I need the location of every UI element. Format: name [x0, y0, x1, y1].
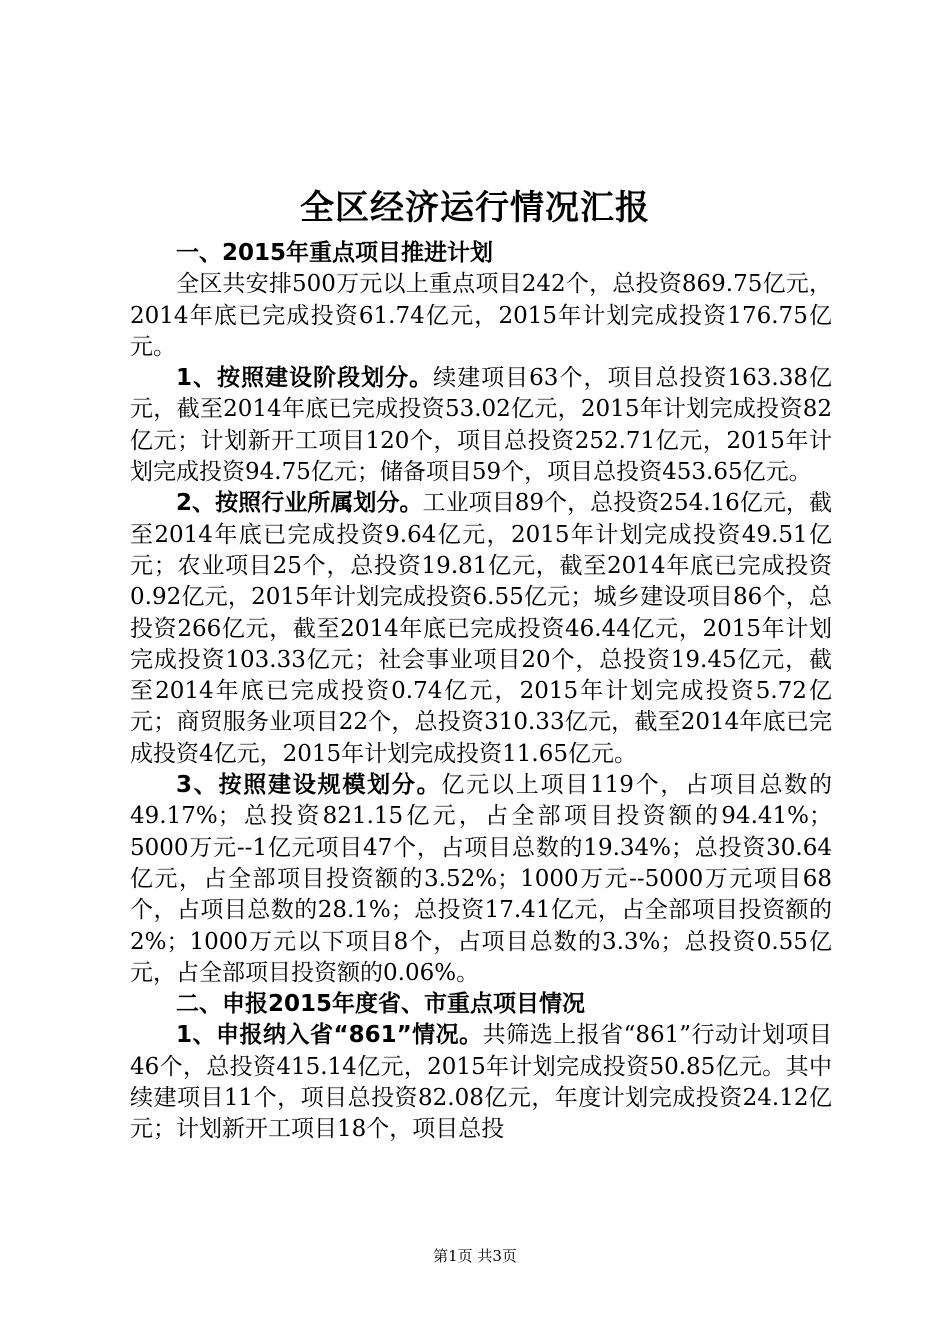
- paragraph-861: [130, 1020, 832, 1145]
- paragraph-by-scale: [130, 770, 832, 989]
- paragraph-text: 共筛选上报省“861”行动计划项目46个，总投资415.14亿元，2015年计划完成投资50.85亿元。其中续建项目11个，项目总投资82.08亿元，年度计划完成投资24.12亿元；计划新开工项目18个，项目总投: [130, 1022, 832, 1143]
- paragraph-summary: [130, 269, 832, 363]
- paragraph-text: 续建项目63个，项目总投资163.38亿元，截至2014年底已完成投资53.02亿元，2015年计划完成投资82亿元；计划新开工项目120个，项目总投资252.71亿元，2015年计划完成投资94.75亿元；储备项目59个，项目总投资453.65亿元。: [130, 365, 832, 486]
- heading-text: 一、2015年重点项目推进计划: [176, 240, 494, 266]
- document-title: 全区经济运行情况汇报: [300, 188, 650, 228]
- paragraph-lead: 1、按照建设阶段划分。: [176, 365, 434, 392]
- document-body: [130, 238, 832, 1146]
- paragraph-by-industry: [130, 488, 832, 770]
- section-heading-2: [130, 989, 832, 1020]
- paragraph-by-stage: [130, 363, 832, 488]
- paragraph-text: 亿元以上项目119个，占项目总数的49.17%；总投资821.15亿元，占全部项目投资额的94.41%；5000万元--1亿元项目47个，占项目总数的19.34%；总投资30.64亿元，占全部项目投资额的3.52%；1000万元--5000万元项目68个，占项目总数的28.1%；总投资17.41亿元，占全部项目投资额的2%；1000万元以下项目8个，占项目总数的3.3%；总投资0.55亿元，占全部项目投资额的0.06%。: [130, 772, 832, 986]
- section-heading-1: [130, 238, 832, 269]
- paragraph-lead: 3、按照建设规模划分。: [176, 772, 442, 799]
- page-footer: 第1页 共3页: [433, 1247, 517, 1265]
- paragraph-text: 工业项目89个，总投资254.16亿元，截至2014年底已完成投资9.64亿元，2015年计划完成投资49.51亿元；农业项目25个，总投资19.81亿元，截至2014年底已完成投资0.92亿元，2015年计划完成投资6.55亿元；城乡建设项目86个，总投资266亿元，截至2014年底已完成投资46.44亿元，2015年计划完成投资103.33亿元；社会事业项目20个，总投资19.45亿元，截至2014年底已完成投资0.74亿元，2015年计划完成投资5.72亿元；商贸服务业项目22个，总投资310.33亿元，截至2014年底已完成投资4亿元，2015年计划完成投资11.65亿元。: [130, 490, 832, 767]
- paragraph-lead: 2、按照行业所属划分。: [176, 490, 423, 517]
- paragraph-text: 全区共安排500万元以上重点项目242个，总投资869.75亿元，2014年底已完成投资61.74亿元，2015年计划完成投资176.75亿元。: [130, 271, 832, 360]
- paragraph-lead: 1、申报纳入省“861”情况。: [176, 1022, 483, 1049]
- heading-text: 二、申报2015年度省、市重点项目情况: [176, 991, 586, 1018]
